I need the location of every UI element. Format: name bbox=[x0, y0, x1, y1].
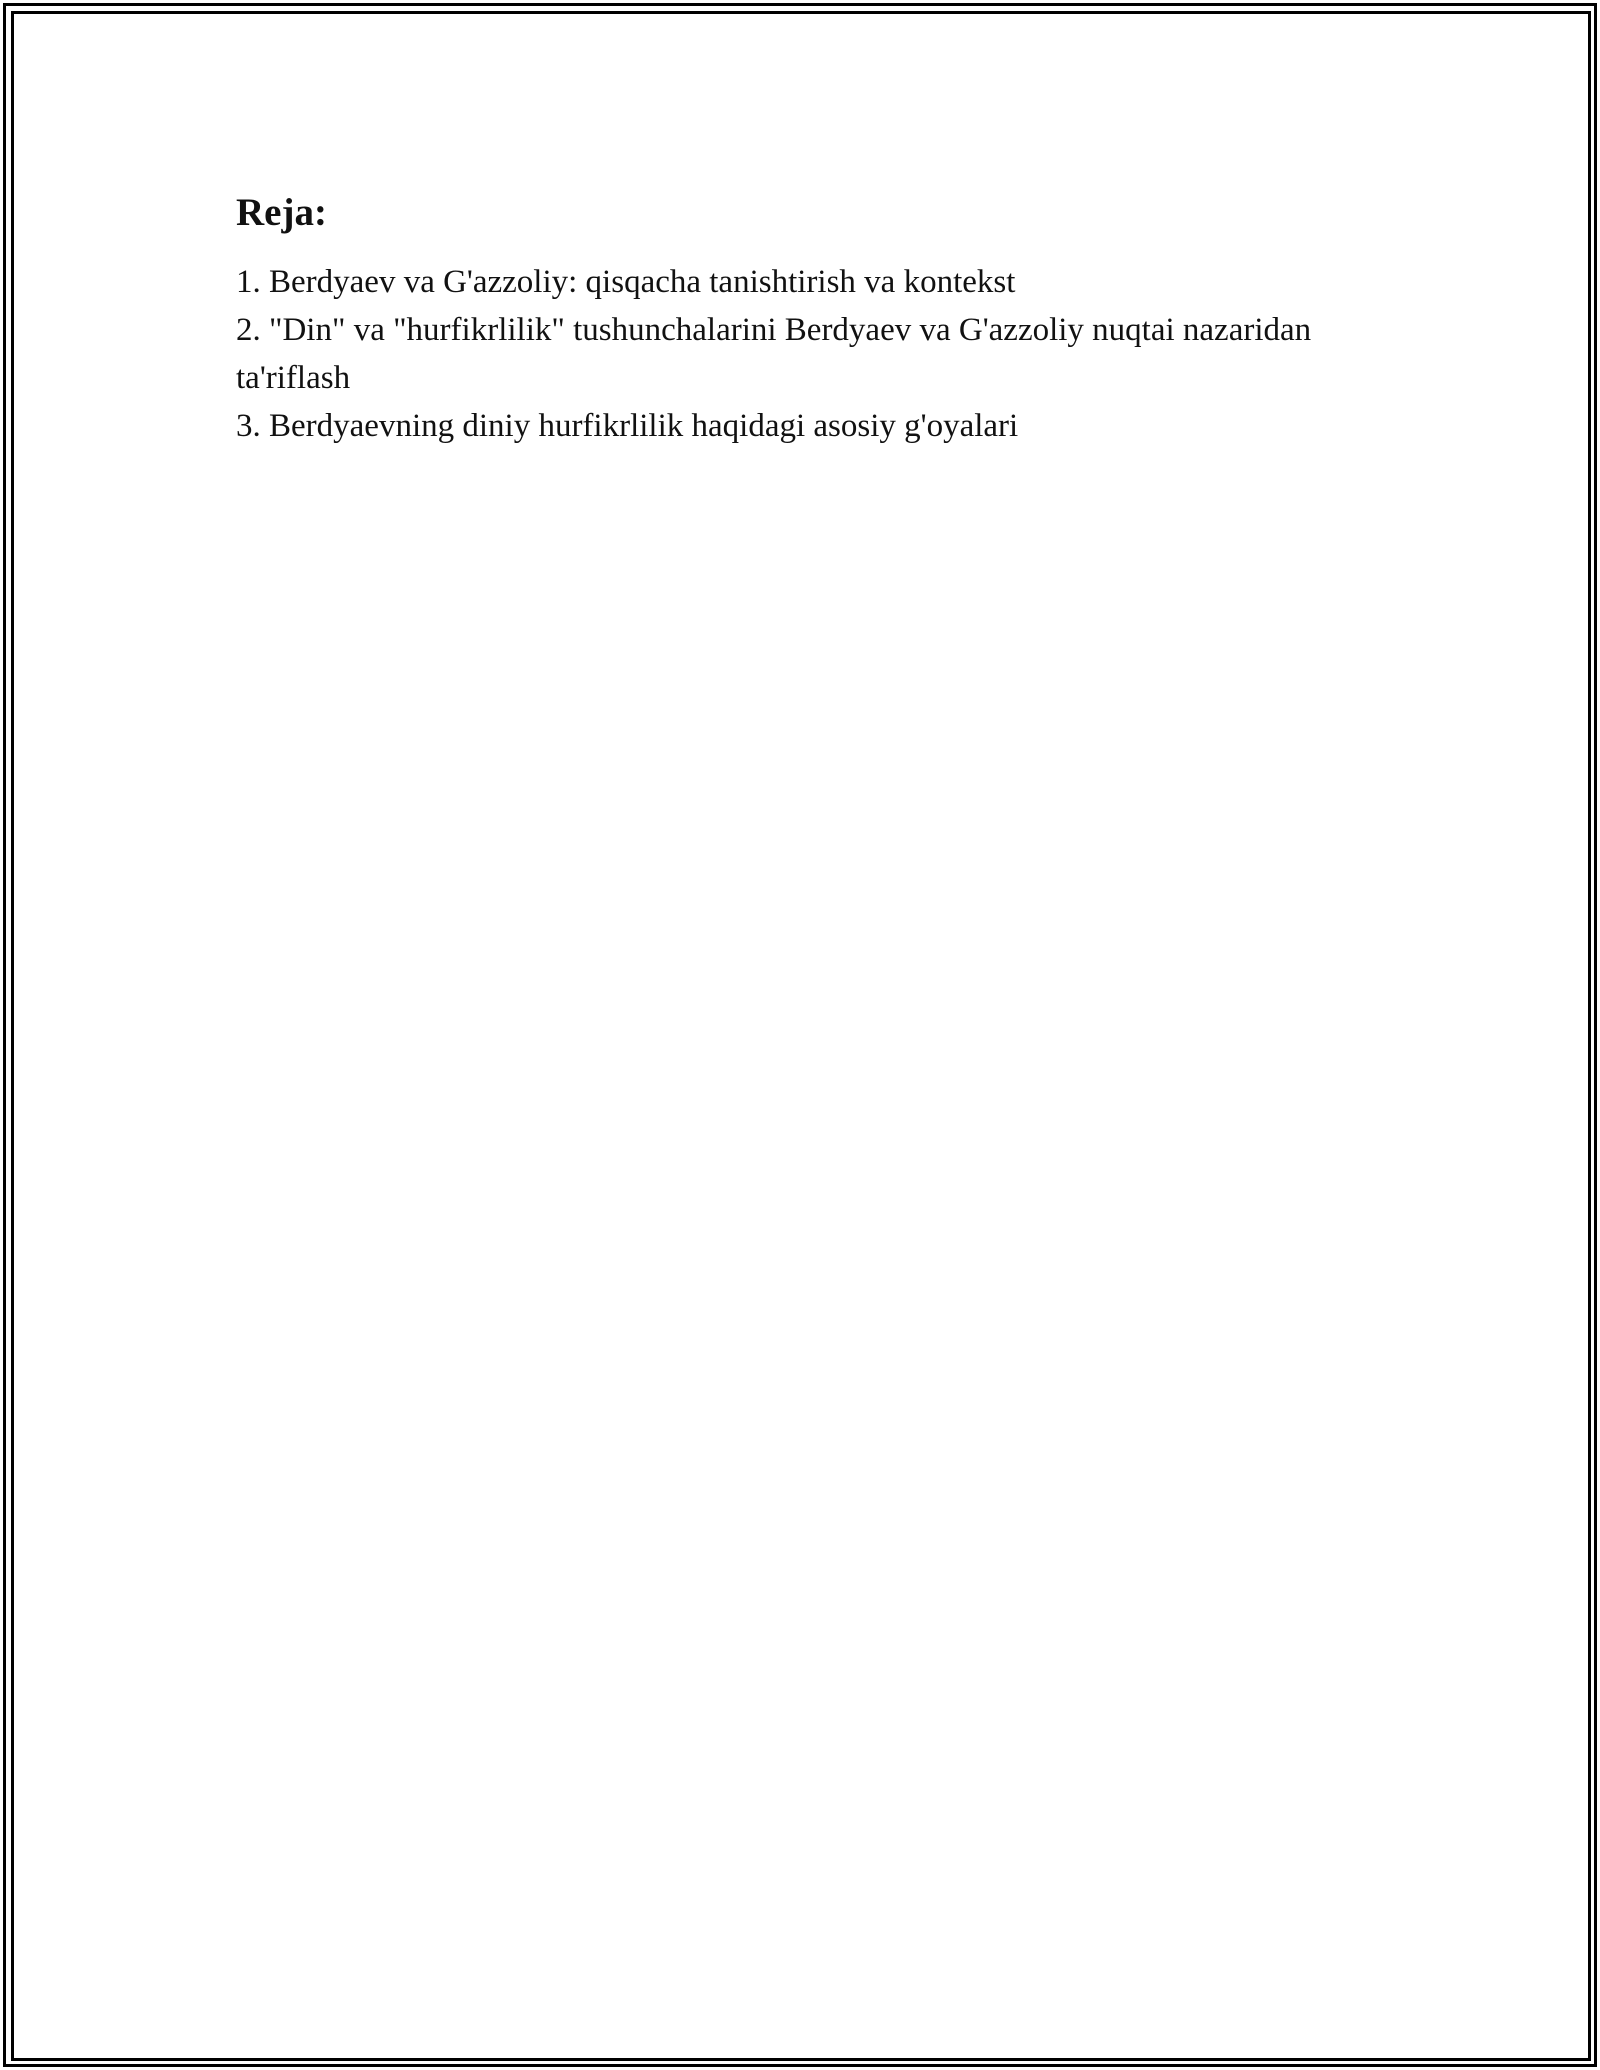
plan-list bbox=[236, 258, 1376, 450]
plan-item: 3. Berdyaevning diniy hurfikrlilik haqidagi asosiy g'oyalari bbox=[236, 408, 1019, 444]
plan-item: 1. Berdyaev va G'azzoliy: qisqacha tanishtirish va kontekst bbox=[236, 264, 1016, 300]
plan-heading: Reja: bbox=[236, 191, 327, 234]
plan-item: 2. "Din" va "hurfikrlilik" tushunchalarini Berdyaev va G'azzoliy nuqtai nazaridan ta'riflash bbox=[236, 312, 1312, 396]
page-content bbox=[236, 188, 1376, 450]
